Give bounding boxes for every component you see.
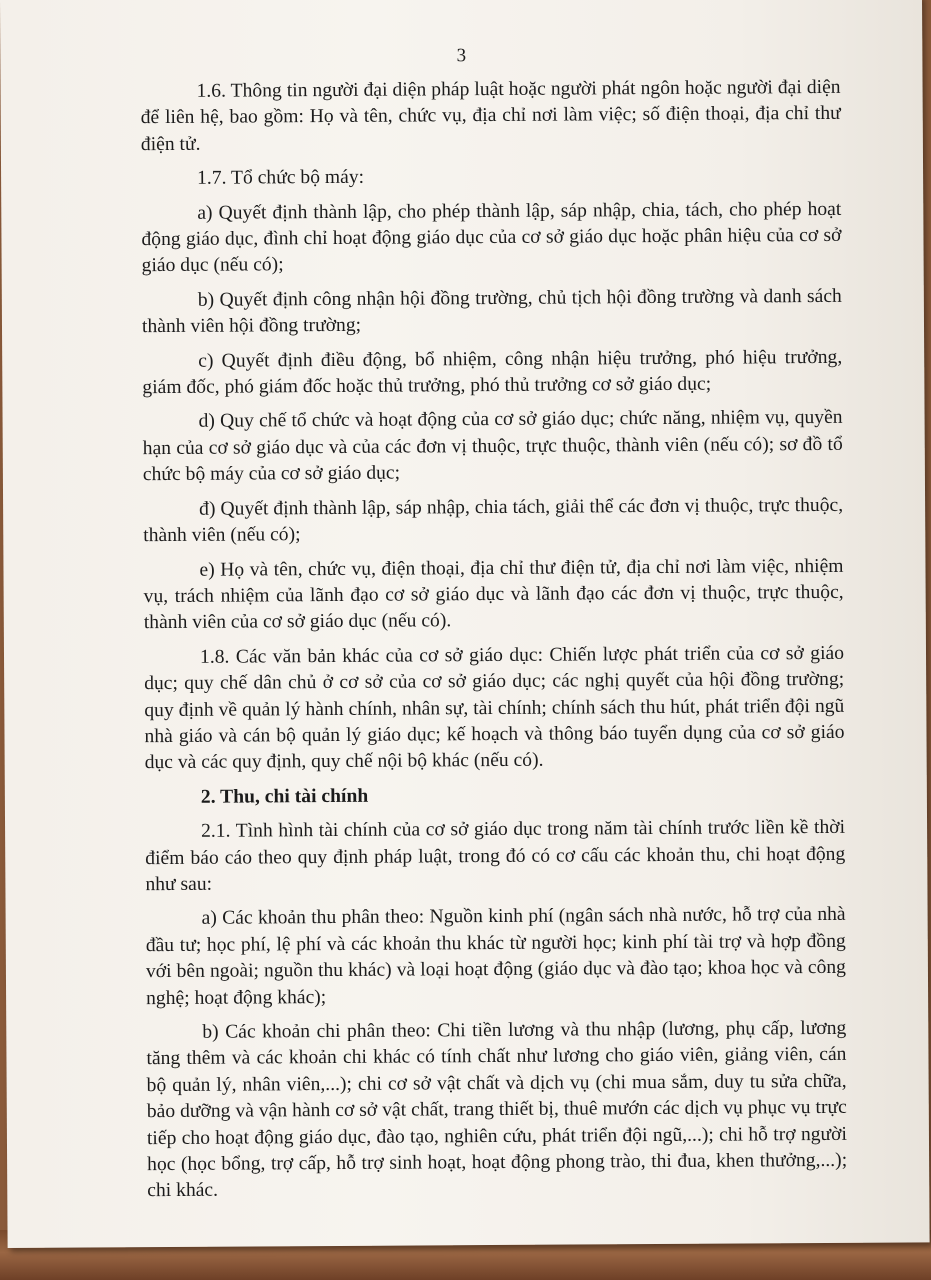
paragraph-1-7-e: e) Họ và tên, chức vụ, điện thoại, địa chỉ thư điện tử, địa chỉ nơi làm việc, nhiệm vụ, trách nhiệm của lãnh đạo cơ sở giáo dục và lãnh đạo các đơn vị thuộc, trực thuộc, thành viên của cơ sở giáo dục (nếu có).: [143, 555, 844, 634]
paragraph-1-7: 1.7. Tổ chức bộ máy:: [197, 166, 365, 190]
paragraph-1-7-dd: đ) Quyết định thành lập, sáp nhập, chia tách, giải thể các đơn vị thuộc, trực thuộc, thành viên (nếu có);: [143, 494, 844, 547]
paragraph-2-1-a: a) Các khoản thu phân theo: Nguồn kinh phí (ngân sách nhà nước, hỗ trợ của nhà đầu tư; học phí, lệ phí và các khoản thu khác từ người học; kinh phí tài trợ và hợp đồng với bên ngoài; nguồn thu khác) và loại hoạt động (giáo dục và đào tạo; khoa học và công nghệ; hoạt động khác);: [145, 904, 846, 1009]
document-body: [140, 75, 847, 1213]
paragraph-1-8: 1.8. Các văn bản khác của cơ sở giáo dục: Chiến lược phát triển của cơ sở giáo dục; quy chế dân chủ ở cơ sở của cơ sở giáo dục; các nghị quyết của hội đồng trường; quy định về quản lý hành chính, nhân sự, tài chính; chính sách thu hút, phát triển đội ngũ nhà giáo và cán bộ quản lý giáo dục; kế hoạch và thông báo tuyển dụng của cơ sở giáo dục và các quy định, quy chế nội bộ khác (nếu có).: [144, 642, 845, 774]
paragraph-1-6: 1.6. Thông tin người đại diện pháp luật hoặc người phát ngôn hoặc người đại diện để liên hệ, bao gồm: Họ và tên, chức vụ, địa chỉ nơi làm việc; số điện thoại, địa chỉ thư điện tử.: [140, 76, 841, 155]
paragraph-1-7-c: c) Quyết định điều động, bổ nhiệm, công nhận hiệu trưởng, phó hiệu trưởng, giám đốc, phó giám đốc hoặc thủ trưởng, phó thủ trưởng cơ sở giáo dục;: [142, 346, 843, 399]
section-heading-2: 2. Thu, chi tài chính: [200, 785, 369, 808]
paragraph-1-7-d: d) Quy chế tổ chức và hoạt động của cơ sở giáo dục; chức năng, nhiệm vụ, quyền hạn của cơ sở giáo dục và của các đơn vị thuộc, trực thuộc, thành viên (nếu có); sơ đồ tổ chức bộ máy của cơ sở giáo dục;: [142, 407, 843, 486]
paragraph-2-1-b: b) Các khoản chi phân theo: Chi tiền lương và thu nhập (lương, phụ cấp, lương tăng thêm và các khoản chi khác có tính chất như lương cho giáo viên, giảng viên, cán bộ quản lý, nhân viên,...); chi cơ sở vật chất và dịch vụ (chi mua sắm, duy tu sửa chữa, bảo dưỡng và vận hành cơ sở vật chất, trang thiết bị, thuê mướn các dịch vụ phục vụ trực tiếp cho hoạt động giáo dục, đào tạo, nghiên cứu, phát triển đội ngũ,...); chi hỗ trợ người học (học bổng, trợ cấp, hỗ trợ sinh hoạt, hoạt động phong trào, thi đua, khen thưởng,...); chi khác.: [146, 1017, 848, 1202]
paragraph-1-7-a: a) Quyết định thành lập, cho phép thành lập, sáp nhập, chia, tách, cho phép hoạt động giáo dục, đình chỉ hoạt động giáo dục của cơ sở giáo dục hoặc phân hiệu của cơ sở giáo dục (nếu có);: [141, 198, 842, 277]
page-number: 3: [456, 45, 467, 67]
paragraph-1-7-b: b) Quyết định công nhận hội đồng trường, chủ tịch hội đồng trường và danh sách thành viên hội đồng trường;: [141, 285, 842, 338]
paragraph-2-1: 2.1. Tình hình tài chính của cơ sở giáo dục trong năm tài chính trước liền kề thời điểm báo cáo theo quy định pháp luật, trong đó có cơ cấu các khoản thu, chi hoạt động như sau:: [145, 817, 846, 896]
